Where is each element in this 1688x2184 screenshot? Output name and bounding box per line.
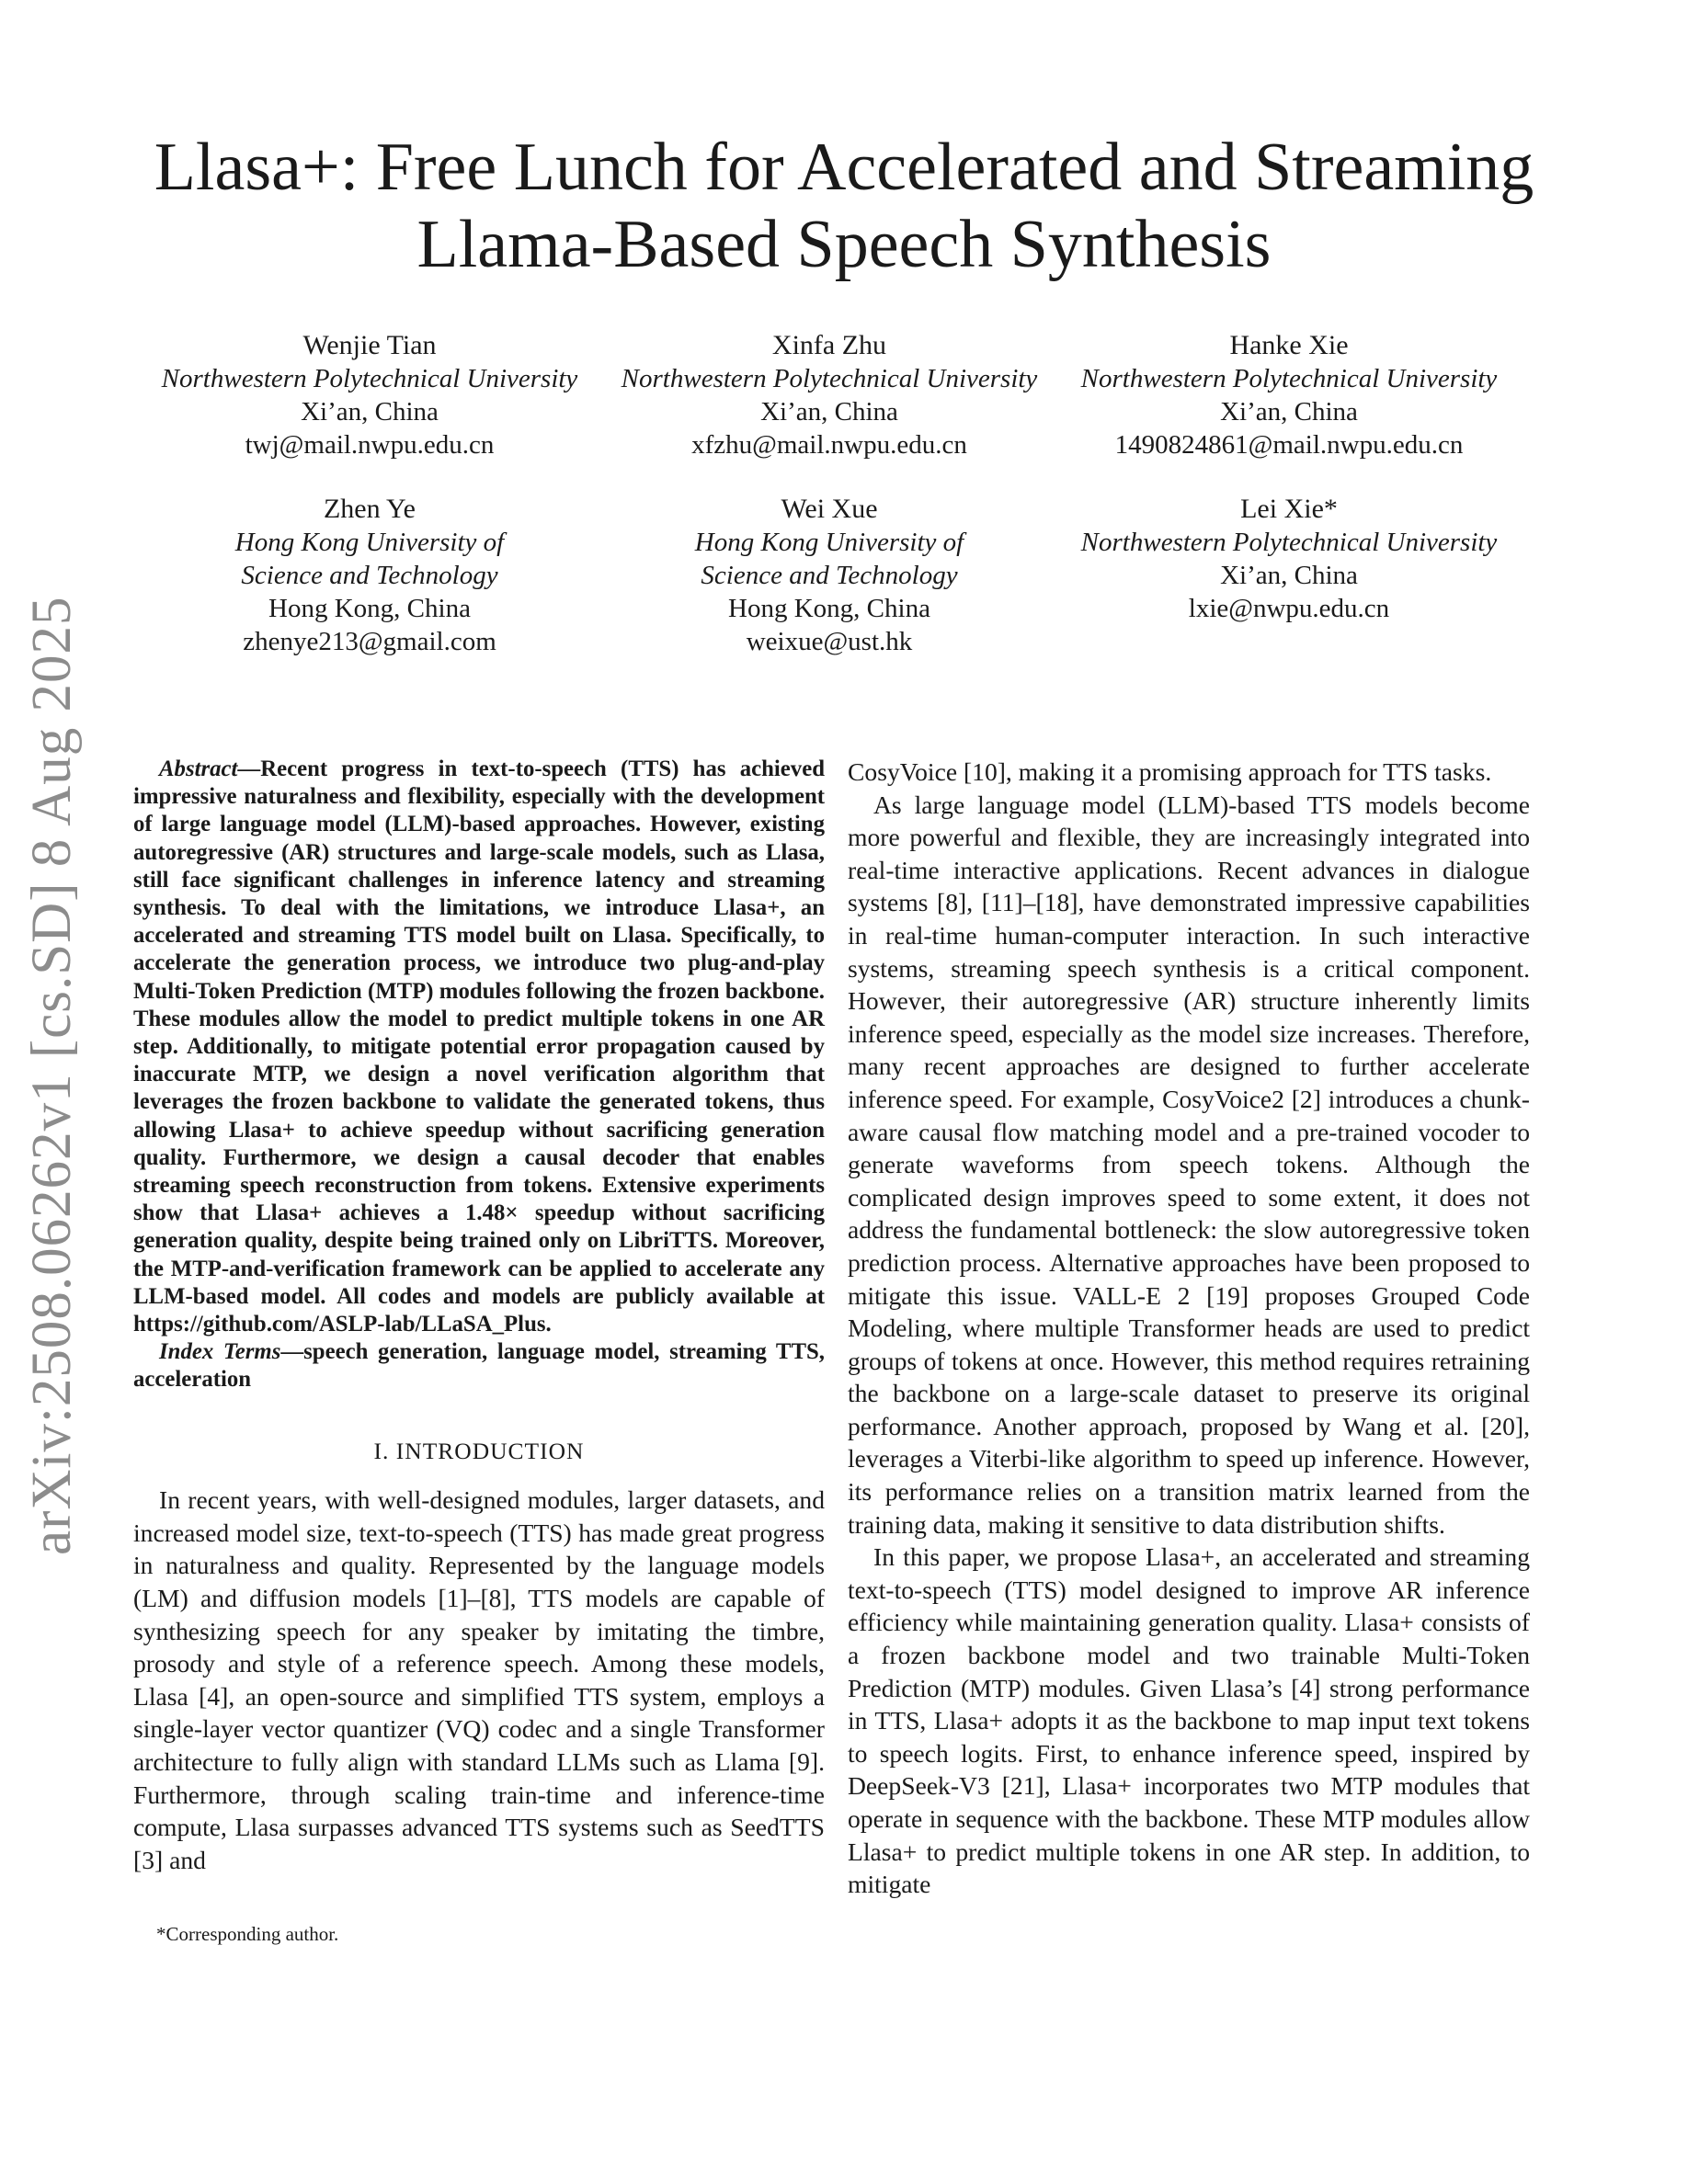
body-paragraph: In recent years, with well-designed modules, larger datasets, and increased model size, text-to-speech (TTS) has made great progress in naturalness and quality. Represented by the language models (LM) and diffusion models [1]–[8], TTS models are capable of synthesizing speech for any speaker by imitating the timbre, prosody and style of a reference speech. Among these models, Llasa [4], an open-source and simplified TTS system, employs a single-layer vector quantizer (VQ) codec and a single Transformer architecture to fully align with standard LLMs such as Llama [9]. Furthermore, through scaling train-time and inference-time compute, Llasa surpasses advanced TTS systems such as SeedTTS [3] and <box>133 1485 825 1874</box>
author-email: xfzhu@mail.nwpu.edu.cn <box>691 430 967 460</box>
author-block <box>131 329 609 461</box>
body-paragraph: As large language model (LLM)-based TTS models become more powerful and flexible, they are increasingly integrated into real-time interactive applications. Recent advances in dialogue systems [8], [11]–[18], have demonstrated impressive capabilities in real-time human-computer interaction. In such interactive systems, streaming speech synthesis is a critical component. However, their autoregressive (AR) structure inherently limits inference speed, especially as the model size increases. Therefore, many recent approaches are designed to further accelerate inference speed. For example, CosyVoice2 [2] introduces a chunk-aware causal flow matching model and a pre-trained vocoder to generate waveforms from speech tokens. Although the complicated design improves speed to some extent, it does not address the fundamental bottleneck: the slow autoregressive token prediction process. Alternative approaches have been proposed to mitigate this issue. VALL-E 2 [19] proposes Grouped Code Modeling, where multiple Transformer heads are used to predict groups of tokens at once. However, this method requires retraining the backbone on a large-scale dataset to preserve its original performance. Another approach, proposed by Wang et al. [20], leverages a Viterbi-like algorithm to speed up inference. However, its performance relies on a transition matrix learned from the training data, making it sensitive to data distribution shifts. <box>848 790 1530 1539</box>
author-block <box>590 329 1068 461</box>
author-location: Xi’an, China <box>1220 397 1358 427</box>
author-affiliation: Hong Kong University of <box>694 528 964 557</box>
author-location: Hong Kong, China <box>268 594 471 623</box>
index-terms-text: —speech generation, language model, streaming TTS, acceleration <box>133 1339 825 1393</box>
author-name: Wei Xue <box>781 494 878 524</box>
abstract-text: —Recent progress in text-to-speech (TTS) has achieved impressive naturalness and flexibility, especially with the development of large language model (LLM)-based approaches. However, existing autoregressive (AR) structures and large-scale models, such as Llasa, still face significant challenges in inference latency and streaming synthesis. To deal with the limitations, we introduce Llasa+, an accelerated and streaming TTS model built on Llasa. Specifically, to accelerate the generation process, we introduce two plug-and-play Multi-Token Prediction (MTP) modules following the frozen backbone. These modules allow the model to predict multiple tokens in one AR step. Additionally, to mitigate potential error propagation caused by inaccurate MTP, we design a novel verification algorithm that leverages the frozen backbone to validate the generated tokens, thus allowing Llasa+ to achieve speedup without sacrificing generation quality. Furthermore, we design a causal decoder that enables streaming speech reconstruction from tokens. Extensive experiments show that Llasa+ achieves a 1.48× speedup without sacrificing generation quality, despite being trained only on LibriTTS. Moreover, the MTP-and-verification framework can be applied to accelerate any LLM-based model. All codes and models are publicly available at https://github.com/ASLP-lab/LLaSA_Plus. <box>133 756 825 1337</box>
title-line-2: Llama-Based Speech Synthesis <box>416 207 1272 282</box>
author-affiliation: Science and Technology <box>241 561 498 590</box>
author-name: Xinfa Zhu <box>771 330 887 360</box>
author-name: Wenjie Tian <box>302 330 437 360</box>
section-heading: I. INTRODUCTION <box>373 1437 585 1464</box>
right-column <box>848 756 1530 1901</box>
paper-title <box>0 129 1688 283</box>
author-email: weixue@ust.hk <box>746 627 913 656</box>
footnote: *Corresponding author. <box>156 1923 339 1945</box>
author-affiliation: Hong Kong University of <box>234 528 505 557</box>
abstract-label: Abstract <box>159 756 238 781</box>
author-email: twj@mail.nwpu.edu.cn <box>245 430 495 460</box>
author-block <box>1050 493 1528 625</box>
arxiv-identifier: arXiv:2508.06262v1 [cs.SD] 8 Aug 2025 <box>21 596 83 1555</box>
author-email: 1490824861@mail.nwpu.edu.cn <box>1114 430 1464 460</box>
author-location: Hong Kong, China <box>728 594 930 623</box>
body-paragraph: In this paper, we propose Llasa+, an accelerated and streaming text-to-speech (TTS) model designed to improve AR inference efficiency while maintaining generation quality. Llasa+ consists of a frozen backbone model and two trainable Multi-Token Prediction (MTP) modules. Given Llasa’s [4] strong performance in TTS, Llasa+ adopts it as the backbone to map input text tokens to speech logits. First, to enhance inference speed, inspired by DeepSeek-V3 [21], Llasa+ incorporates two MTP modules that operate in sequence with the backbone. These MTP modules allow Llasa+ to predict multiple tokens in one AR step. In addition, to mitigate <box>848 1542 1530 1899</box>
author-email: lxie@nwpu.edu.cn <box>1188 594 1390 623</box>
author-location: Xi’an, China <box>760 397 898 427</box>
author-location: Xi’an, China <box>301 397 439 427</box>
author-affiliation: Science and Technology <box>701 561 958 590</box>
author-email: zhenye213@gmail.com <box>243 627 496 656</box>
author-block <box>590 493 1068 658</box>
author-affiliation: Northwestern Polytechnical University <box>621 364 1038 393</box>
author-block <box>1050 329 1528 461</box>
author-location: Xi’an, China <box>1220 561 1358 590</box>
abstract <box>133 756 825 1338</box>
author-affiliation: Northwestern Polytechnical University <box>1080 528 1498 557</box>
author-name: Hanke Xie <box>1229 330 1349 360</box>
author-block <box>131 493 609 658</box>
author-affiliation: Northwestern Polytechnical University <box>1080 364 1498 393</box>
author-name: Zhen Ye <box>323 494 416 524</box>
index-terms-label: Index Terms <box>159 1339 281 1365</box>
author-name: Lei Xie* <box>1240 494 1338 524</box>
author-affiliation: Northwestern Polytechnical University <box>161 364 578 393</box>
body-paragraph: CosyVoice [10], making it a promising approach for TTS tasks. <box>848 757 1492 786</box>
index-terms <box>133 1338 825 1393</box>
left-column <box>133 756 825 1876</box>
title-line-1: Llasa+: Free Lunch for Accelerated and Streaming <box>154 130 1534 205</box>
